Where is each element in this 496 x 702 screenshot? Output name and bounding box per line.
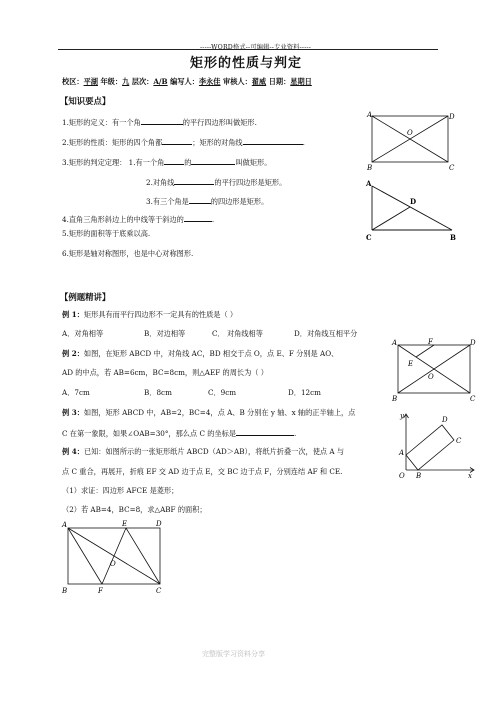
label-c: C xyxy=(156,587,162,595)
segment-af xyxy=(68,528,102,584)
example-4-line-2: 点 C 重合，再展开，折痕 EF 交 AD 边于点 E，交 BC 边于点 F，分别连结 AF 和 CE. xyxy=(62,467,343,476)
label-b: B xyxy=(367,164,373,172)
label-o: O xyxy=(428,373,434,381)
page-footer: 完整版学习资料分享 xyxy=(202,650,265,658)
figure-rectangle-diagonals xyxy=(366,110,456,172)
option-c: C． 对角线相等 xyxy=(212,329,263,338)
knowledge-heading: 【知识要点】 xyxy=(60,96,111,106)
label-c: C xyxy=(366,233,372,242)
option-a: A．7cm xyxy=(62,388,90,397)
label-e: E xyxy=(408,360,414,368)
label-o: O xyxy=(110,560,116,568)
examples-heading: 【例题精讲】 xyxy=(60,292,111,302)
option-a: A．对角相等 xyxy=(62,329,104,338)
example-2-line-2: AD 的中点，若 AB=6cm，BC=8cm，则△AEF 的周长为（ ） xyxy=(62,368,268,377)
rectangle-abcd xyxy=(406,425,454,470)
label-d: D xyxy=(156,520,162,528)
blank-field xyxy=(141,117,183,125)
label-b: B xyxy=(62,587,68,595)
example-4-question-1: （1）求证：四边形 AFCE 是菱形； xyxy=(62,486,179,495)
blank-field xyxy=(189,196,211,204)
example-2: 例 2：如图，在矩形 ABCD 中，对角线 AC，BD 相交于点 O，点 E、F 分别是 AO、 xyxy=(62,349,339,358)
label-c: C xyxy=(470,395,476,403)
label-d: D xyxy=(470,339,476,347)
label-f: F xyxy=(98,587,103,595)
label-f: F xyxy=(428,338,433,346)
knowledge-line-8: 6.矩形是轴对称图形，也是中心对称图形. xyxy=(62,249,194,258)
label-a: A xyxy=(62,521,68,529)
label-a: A xyxy=(399,449,405,457)
knowledge-line-1: 1.矩形的定义：有一个角 的平行四边形叫做矩形. xyxy=(62,118,257,127)
option-c: C．9cm xyxy=(208,388,237,397)
label-e: E xyxy=(122,520,128,528)
blank-field xyxy=(184,214,212,222)
fold-line-ef xyxy=(102,528,126,584)
figure-rectangle-midpoints xyxy=(390,337,478,403)
label-a: A xyxy=(367,111,373,119)
label-x: x xyxy=(468,472,472,478)
example-3-line-2: C 在第一象限，如果∠OAB=30°，那么点 C 的坐标是 . xyxy=(62,429,297,438)
knowledge-line-2: 2.矩形的性质：矩形的四个角都 ；矩形的对角线 . xyxy=(62,138,305,147)
label-o: O xyxy=(399,472,405,478)
knowledge-line-6: 4.直角三角形斜边上的中线等于斜边的 . xyxy=(62,215,215,224)
segment-ec xyxy=(126,528,160,584)
segment-ef xyxy=(416,345,434,357)
blank-field xyxy=(236,428,294,436)
label-d: D xyxy=(410,197,417,206)
figure-coordinate-rectangle xyxy=(398,408,478,478)
figure-right-triangle xyxy=(364,178,460,242)
option-b: B．8cm xyxy=(144,388,172,397)
label-y: y xyxy=(400,412,404,420)
option-d: D．对角线互相平分 xyxy=(294,329,358,338)
median-cd xyxy=(372,207,410,230)
blank-field xyxy=(174,177,214,185)
label-d: D xyxy=(442,416,448,424)
figure-folded-rectangle xyxy=(60,518,170,598)
label-c: C xyxy=(449,164,455,172)
label-a: A xyxy=(392,339,398,347)
blank-field xyxy=(243,137,303,145)
option-b: B．对边相等 xyxy=(144,329,186,338)
label-d: D xyxy=(449,113,455,121)
example-1: 例 1：矩形具有而平行四边形不一定具有的性质是（ ） xyxy=(62,310,238,319)
header-rule xyxy=(58,49,438,50)
label-c: C xyxy=(456,437,462,445)
example-4: 例 4：已知：如图所示的一张矩形纸片 ABCD（AD＞AB），将纸片折叠一次，使点 A 与 xyxy=(62,447,345,456)
page-header: -----WORD格式--可编辑--专业资料----- xyxy=(200,44,312,51)
example-4-question-2: （2）若 AB=4，BC=8，求△ABF 的面积； xyxy=(62,505,207,514)
option-d: D．12cm xyxy=(288,388,321,397)
label-b: B xyxy=(416,472,422,478)
knowledge-line-7: 5.矩形的面积等于底乘以高. xyxy=(62,229,151,238)
example-3: 例 3：如图，矩形 ABCD 中，AB=2，BC=4，点 A、B 分别在 y 轴、x 轴的正半轴上，点 xyxy=(62,408,356,417)
label-b: B xyxy=(450,233,456,242)
blank-field xyxy=(164,157,184,165)
blank-field xyxy=(162,137,192,145)
label-o: O xyxy=(407,129,413,137)
blank-field xyxy=(191,157,235,165)
knowledge-line-5: 3.有三个角是 的四边形是矩形。 xyxy=(146,197,269,206)
info-line: 校区：平湖 年级：九 层次：A/B 编写人：李永佳 审核人：翟威 日期：星期日 xyxy=(62,77,312,86)
page-title: 矩形的性质与判定 xyxy=(190,56,303,71)
label-b: B xyxy=(392,395,398,403)
hypotenuse-ab xyxy=(372,186,452,230)
knowledge-line-3: 3.矩形的判定定理： 1.有一个角 的 叫做矩形。 xyxy=(62,158,272,167)
label-a: A xyxy=(366,179,372,188)
knowledge-line-4: 2.对角线 的平行四边形是矩形。 xyxy=(146,178,287,187)
